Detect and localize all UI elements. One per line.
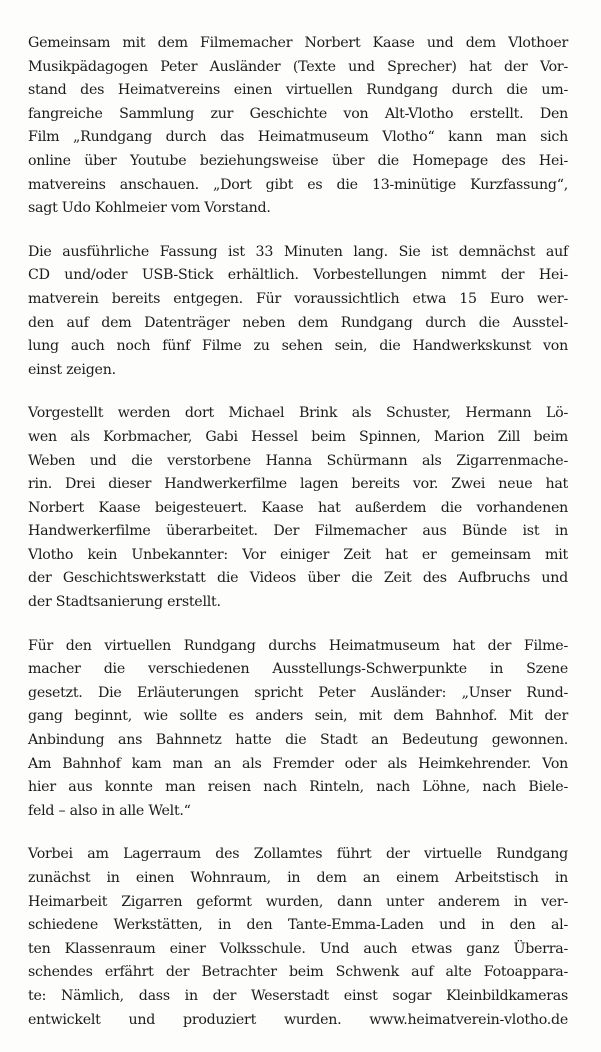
paragraph-5 [28, 843, 568, 1032]
text-line: Für den virtuellen Rundgang durchs Heimatmuseum hat der Filme- [28, 637, 568, 654]
text-line: Film „Rundgang durch das Heimatmuseum Vlotho“ kann man sich [28, 129, 568, 146]
text-line: Anbindung ans Bahnnetz hatte die Stadt an Bedeutung gewonnen. [28, 732, 568, 749]
text-line: gang beginnt, wie sollte es anders sein, mit dem Bahnhof. Mit der [28, 708, 568, 725]
text-line: entwickelt und produziert wurden. www.heimatverein-vlotho.de [28, 1011, 568, 1028]
text-line: einst zeigen. [28, 361, 116, 378]
text-line: Vlotho kein Unbekannter: Vor einiger Zeit hat er gemeinsam mit [28, 546, 568, 563]
text-line: Musikpädagogen Peter Ausländer (Texte und Sprecher) hat der Vor- [28, 58, 568, 75]
text-line: schendes erfährt der Betrachter beim Schwenk auf alte Fotoappara- [28, 964, 568, 981]
text-line: fangreiche Sammlung zur Geschichte von Alt-Vlotho erstellt. Den [28, 105, 568, 122]
text-line: Am Bahnhof kam man an als Fremder oder als Heimkehrender. Von [28, 755, 568, 772]
text-line: der Stadtsanierung erstellt. [28, 594, 221, 611]
paragraph-4 [28, 635, 568, 824]
text-line: Heimarbeit Zigarren geformt wurden, dann unter anderem in ver- [28, 893, 568, 910]
article-body [28, 32, 568, 1052]
text-line: matvereins anschauen. „Dort gibt es die 13-minütige Kurzfassung“, [28, 176, 568, 193]
text-line: ten Klassenraum einer Volksschule. Und auch etwas ganz Überra- [28, 940, 568, 957]
text-line: lung auch noch fünf Filme zu sehen sein, die Handwerkskunst von [28, 338, 568, 355]
text-line: Weben und die verstorbene Hanna Schürmann als Zigarrenmache- [28, 452, 568, 469]
text-line: Handwerkerfilme überarbeitet. Der Filmemacher aus Bünde ist in [28, 523, 568, 540]
text-line: stand des Heimatvereins einen virtuellen Rundgang durch die um- [28, 82, 568, 99]
text-line: Vorbei am Lagerraum des Zollamtes führt der virtuelle Rundgang [28, 846, 568, 863]
text-line: matverein bereits entgegen. Für voraussichtlich etwa 15 Euro wer- [28, 290, 568, 307]
text-line: Norbert Kaase beigesteuert. Kaase hat außerdem die vorhandenen [28, 499, 568, 516]
text-line: feld – also in alle Welt.“ [28, 802, 191, 819]
paragraph-2 [28, 241, 568, 383]
text-line: te: Nämlich, dass in der Weserstadt einst sogar Kleinbildkameras [28, 987, 568, 1004]
text-line: der Geschichtswerkstatt die Videos über die Zeit des Aufbruchs und [28, 570, 568, 587]
text-line: wen als Korbmacher, Gabi Hessel beim Spinnen, Marion Zill beim [28, 428, 568, 445]
text-line: Die ausführliche Fassung ist 33 Minuten lang. Sie ist demnächst auf [28, 243, 568, 260]
text-line: Gemeinsam mit dem Filmemacher Norbert Kaase und dem Vlothoer [28, 35, 568, 51]
text-line: CD und/oder USB-Stick erhältlich. Vorbestellungen nimmt der Hei- [28, 267, 568, 284]
text-line: online über Youtube beziehungsweise über die Homepage des Hei- [28, 152, 568, 169]
paragraph-3 [28, 402, 568, 614]
text-line: rin. Drei dieser Handwerkerfilme lagen bereits vor. Zwei neue hat [28, 476, 568, 493]
text-line: den auf dem Datenträger neben dem Rundgang durch die Ausstel- [28, 314, 568, 331]
text-line: zunächst in einen Wohnraum, in dem an einem Arbeitstisch in [28, 870, 568, 886]
text-line: macher die verschiedenen Ausstellungs-Schwerpunkte in Szene [28, 661, 568, 678]
text-line: sagt Udo Kohlmeier vom Vorstand. [28, 200, 271, 217]
text-line: schiedene Werkstätten, in den Tante-Emma-Laden und in den al- [28, 917, 568, 934]
text-line: Vorgestellt werden dort Michael Brink als Schuster, Hermann Lö- [28, 405, 568, 422]
text-line: hier aus konnte man reisen nach Rinteln, nach Löhne, nach Biele- [28, 779, 568, 796]
paragraph-1 [28, 32, 568, 221]
text-line: gesetzt. Die Erläuterungen spricht Peter Ausländer: „Unser Rund- [28, 684, 568, 701]
